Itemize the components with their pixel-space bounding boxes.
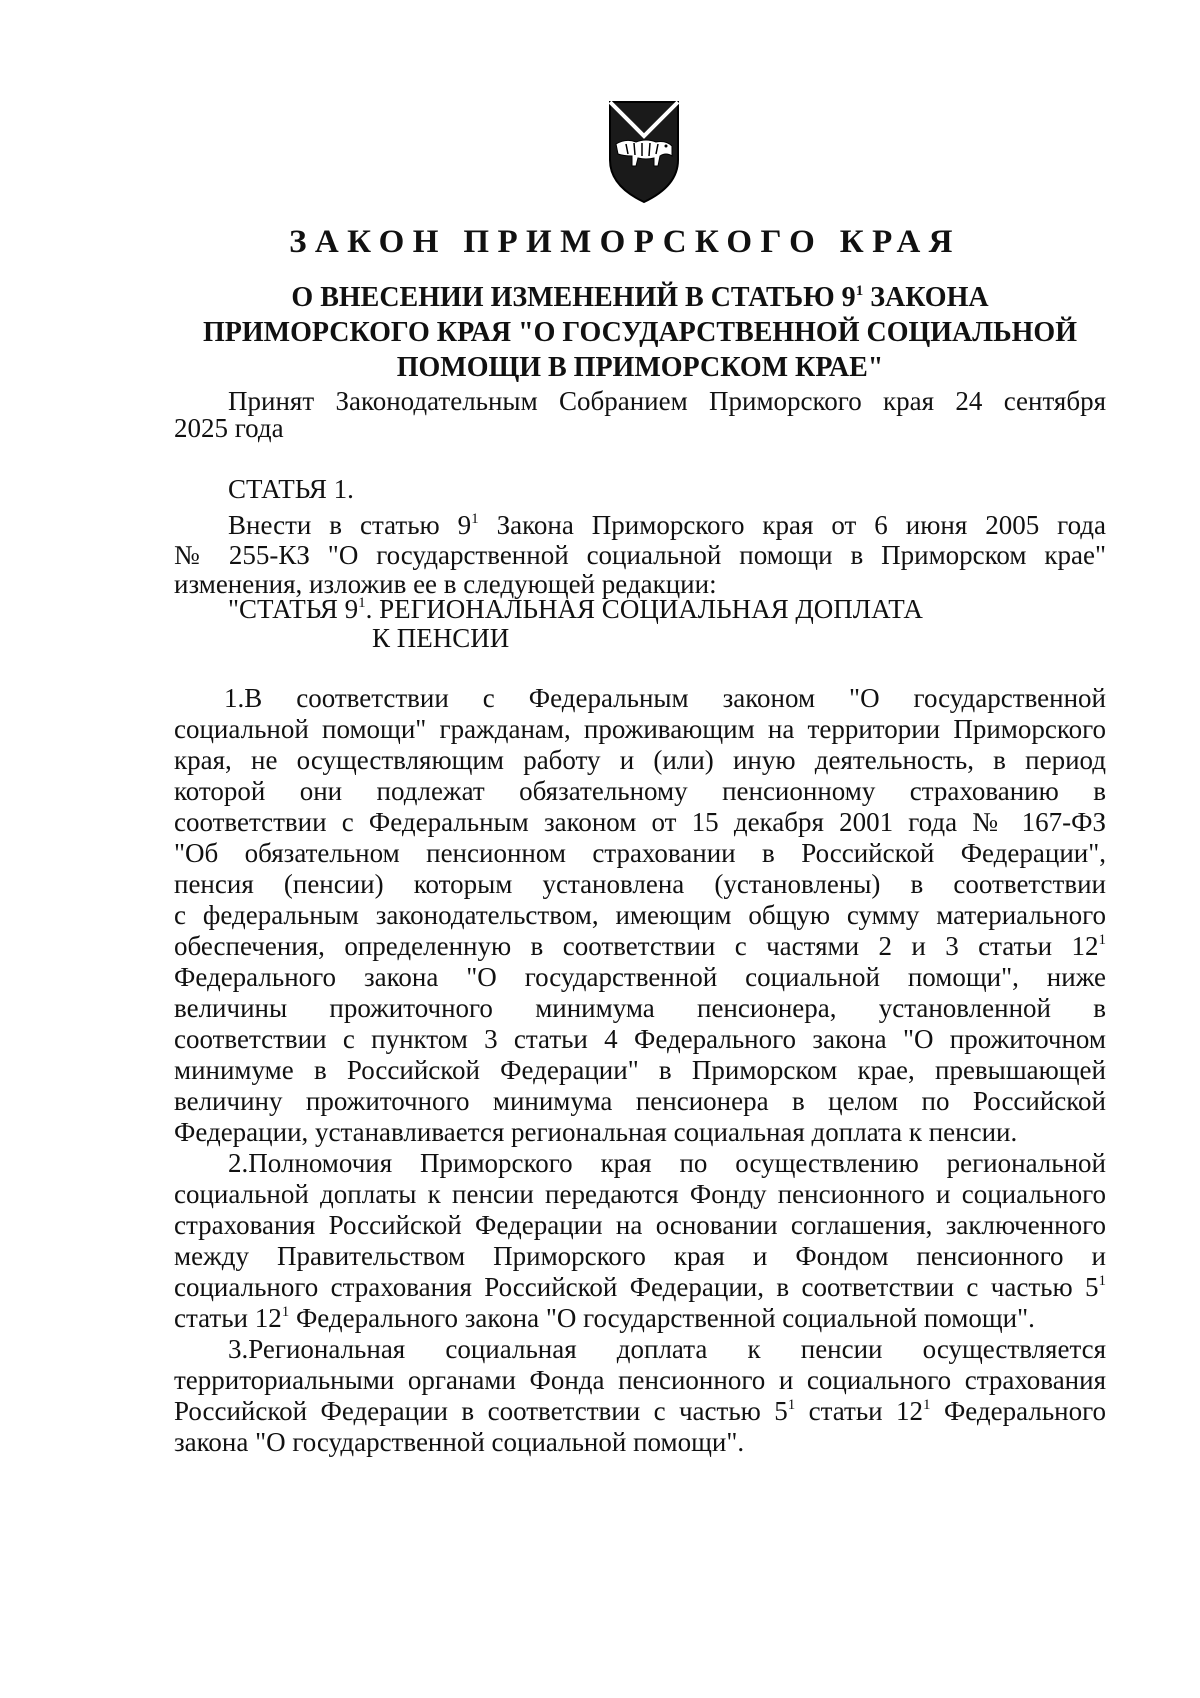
adoption-line-2: 2025 года bbox=[174, 413, 284, 443]
article-1-intro-line-3: изменения, изложив ее в следующей редакции: bbox=[174, 569, 717, 599]
para-1-line-5: соответствии с Федеральным законом от 15 декабря 2001 года № 167-ФЗ bbox=[174, 807, 1106, 837]
subject-line-3: ПОМОЩИ В ПРИМОРСКОМ КРАЕ" bbox=[396, 352, 884, 383]
law-title: ЗАКОН ПРИМОРСКОГО КРАЯ bbox=[289, 224, 961, 260]
para-1-line-6: "Об обязательном пенсионном страховании в Российской Федерации", bbox=[174, 838, 1106, 868]
para-3-line-4: закона "О государственной социальной помощи". bbox=[174, 1427, 745, 1457]
subject-line-1: О ВНЕСЕНИИ ИЗМЕНЕНИЙ В СТАТЬЮ $9^1$ ЗАКОНА bbox=[291, 282, 989, 313]
para-3-line-1: 3.Региональная социальная доплата к пенсии осуществляется bbox=[228, 1334, 1106, 1364]
article-1-heading: СТАТЬЯ 1. bbox=[228, 474, 354, 504]
para-1-line-14: величину прожиточного минимума пенсионера в целом по Российской bbox=[174, 1086, 1106, 1116]
para-1-line-10: Федерального закона "О государственной социальной помощи", ниже bbox=[174, 962, 1106, 992]
para-1-line-15: Федерации, устанавливается региональная социальная доплата к пенсии. bbox=[174, 1117, 1018, 1147]
article-1-intro-line-1: Внести в статью $9^1$ Закона Приморского края от 6 июня 2005 года bbox=[228, 510, 1107, 540]
adoption-line-1: Принят Законодательным Собранием Приморского края 24 сентября bbox=[228, 386, 1106, 416]
para-2-line-3: страхования Российской Федерации на основании соглашения, заключенного bbox=[174, 1210, 1106, 1240]
para-1-line-7: пенсия (пенсии) которым установлена (установлены) в соответствии bbox=[174, 869, 1106, 899]
law-subject-heading bbox=[170, 280, 1110, 385]
para-3-line-2: территориальными органами Фонда пенсионного и социального страхования bbox=[174, 1365, 1106, 1395]
para-2-line-1: 2.Полномочия Приморского края по осуществлению региональной bbox=[228, 1148, 1106, 1178]
para-1-line-12: соответствии с пунктом 3 статьи 4 Федерального закона "О прожиточном bbox=[174, 1024, 1106, 1054]
para-1-line-9: обеспечения, определенную в соответствии с частями 2 и 3 статьи $12^1$ bbox=[174, 931, 1106, 961]
primorsky-krai-coat-of-arms-icon bbox=[602, 98, 686, 206]
new-article-heading-line-2: К ПЕНСИИ bbox=[372, 623, 510, 653]
para-1-line-2: социальной помощи" гражданам, проживающим на территории Приморского bbox=[174, 714, 1106, 744]
para-2-line-5: социального страхования Российской Федерации, в соответствии с частью $5^1$ bbox=[174, 1272, 1106, 1302]
para-2-line-4: между Правительством Приморского края и Фондом пенсионного и bbox=[174, 1241, 1106, 1271]
para-1-line-13: минимуме в Российской Федерации" в Приморском крае, превышающей bbox=[174, 1055, 1106, 1085]
para-2-line-6: статьи $12^1$ Федерального закона "О государственной социальной помощи". bbox=[174, 1303, 1035, 1333]
para-1-line-8: с федеральным законодательством, имеющим общую сумму материального bbox=[174, 900, 1106, 930]
para-1-line-3: края, не осуществляющим работу и (или) иную деятельность, в период bbox=[174, 745, 1106, 775]
subject-line-2: ПРИМОРСКОГО КРАЯ "О ГОСУДАРСТВЕННОЙ СОЦИАЛЬНОЙ bbox=[202, 317, 1077, 348]
new-article-heading-line-1: "СТАТЬЯ $9^1$. РЕГИОНАЛЬНАЯ СОЦИАЛЬНАЯ ДОПЛАТА bbox=[228, 594, 923, 624]
para-3-line-3: Российской Федерации в соответствии с частью $5^1$ статьи $12^1$ Федерального bbox=[174, 1396, 1106, 1426]
para-1-line-4: которой они подлежат обязательному пенсионному страхованию в bbox=[174, 776, 1106, 806]
para-1-line-11: величины прожиточного минимума пенсионера, установленной в bbox=[174, 993, 1106, 1023]
para-1-line-1: 1.В соответствии с Федеральным законом "О государственной bbox=[224, 683, 1106, 713]
article-1-intro-line-2: № 255-КЗ "О государственной социальной помощи в Приморском крае" bbox=[174, 540, 1106, 570]
para-2-line-2: социальной доплаты к пенсии передаются Фонду пенсионного и социального bbox=[174, 1179, 1106, 1209]
